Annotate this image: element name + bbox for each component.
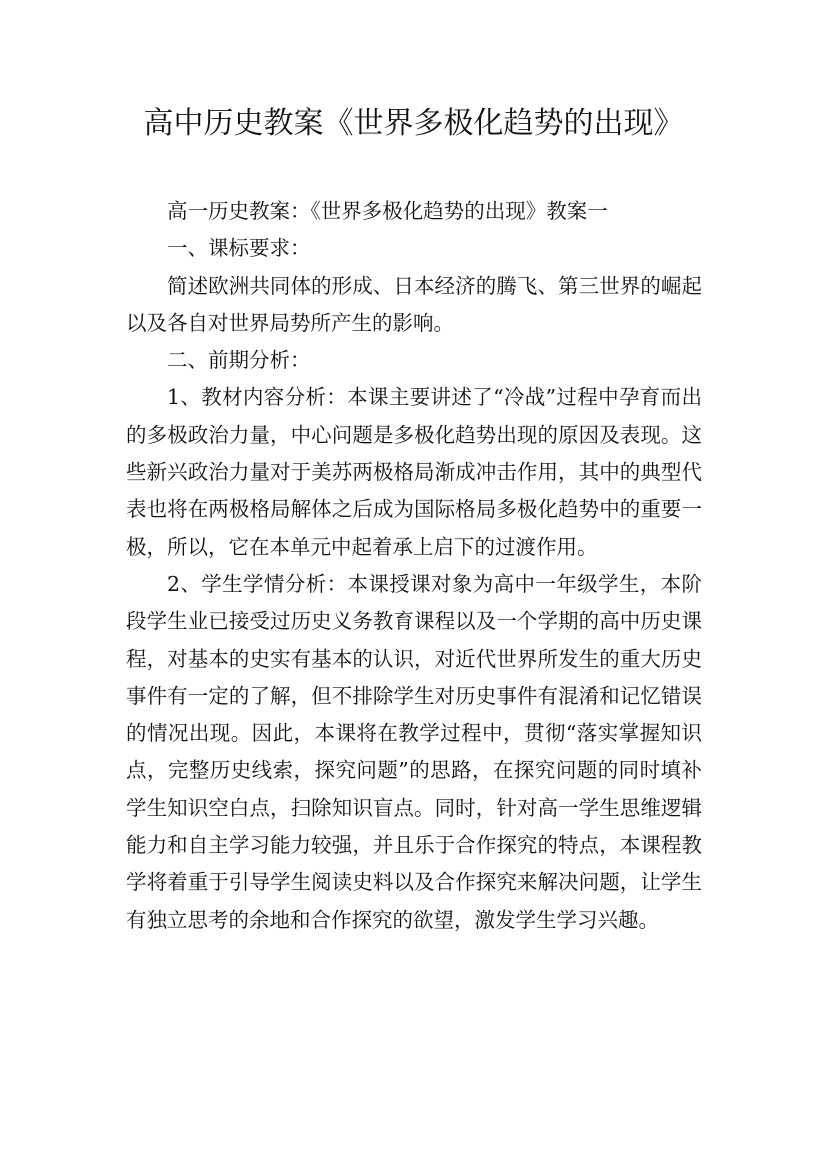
paragraph-subtitle: 高一历史教案：《世界多极化趋势的出现》教案一 [167,199,608,223]
paragraph-heading-analysis: 二、前期分析： [167,348,311,373]
paragraph-textbook-analysis: 1、教材内容分析：本课主要讲述了“冷战”过程中孕育而出的多极政治力量，中心问题是多极化趋势出现的原因及表现。这些新兴政治力量对于美苏两极格局渐成冲击作用，其中的典型代表也将在两极格局解体之后成为国际格局多极化趋势中的重要一极，所以，它在本单元中起着承上启下的过渡作用。 [126,385,702,559]
document-body [126,193,702,939]
paragraph-student-analysis: 2、学生学情分析：本课授课对象为高中一年级学生，本阶段学生业已接受过历史义务教育课程以及一个学期的高中历史课程，对基本的史实有基本的认识，对近代世界所发生的重大历史事件有一定的了解，但不排除学生对历史事件有混淆和记忆错误的情况出现。因此，本课将在教学过程中，贯彻“落实掌握知识点，完整历史线索，探究问题”的思路，在探究问题的同时填补学生知识空白点，扫除知识盲点。同时，针对高一学生思维逻辑能力和自主学习能力较强，并且乐于合作探究的特点，本课程教学将着重于引导学生阅读史料以及合作探究来解决问题，让学生有独立思考的余地和合作探究的欲望，激发学生学习兴趣。 [126,571,702,932]
document-title: 高中历史教案《世界多极化趋势的出现》 [143,106,684,141]
paragraph-heading-curriculum: 一、课标要求： [167,236,311,261]
paragraph-curriculum-text: 简述欧洲共同体的形成、日本经济的腾飞、第三世界的崛起以及各自对世界局势所产生的影响。 [126,273,702,335]
